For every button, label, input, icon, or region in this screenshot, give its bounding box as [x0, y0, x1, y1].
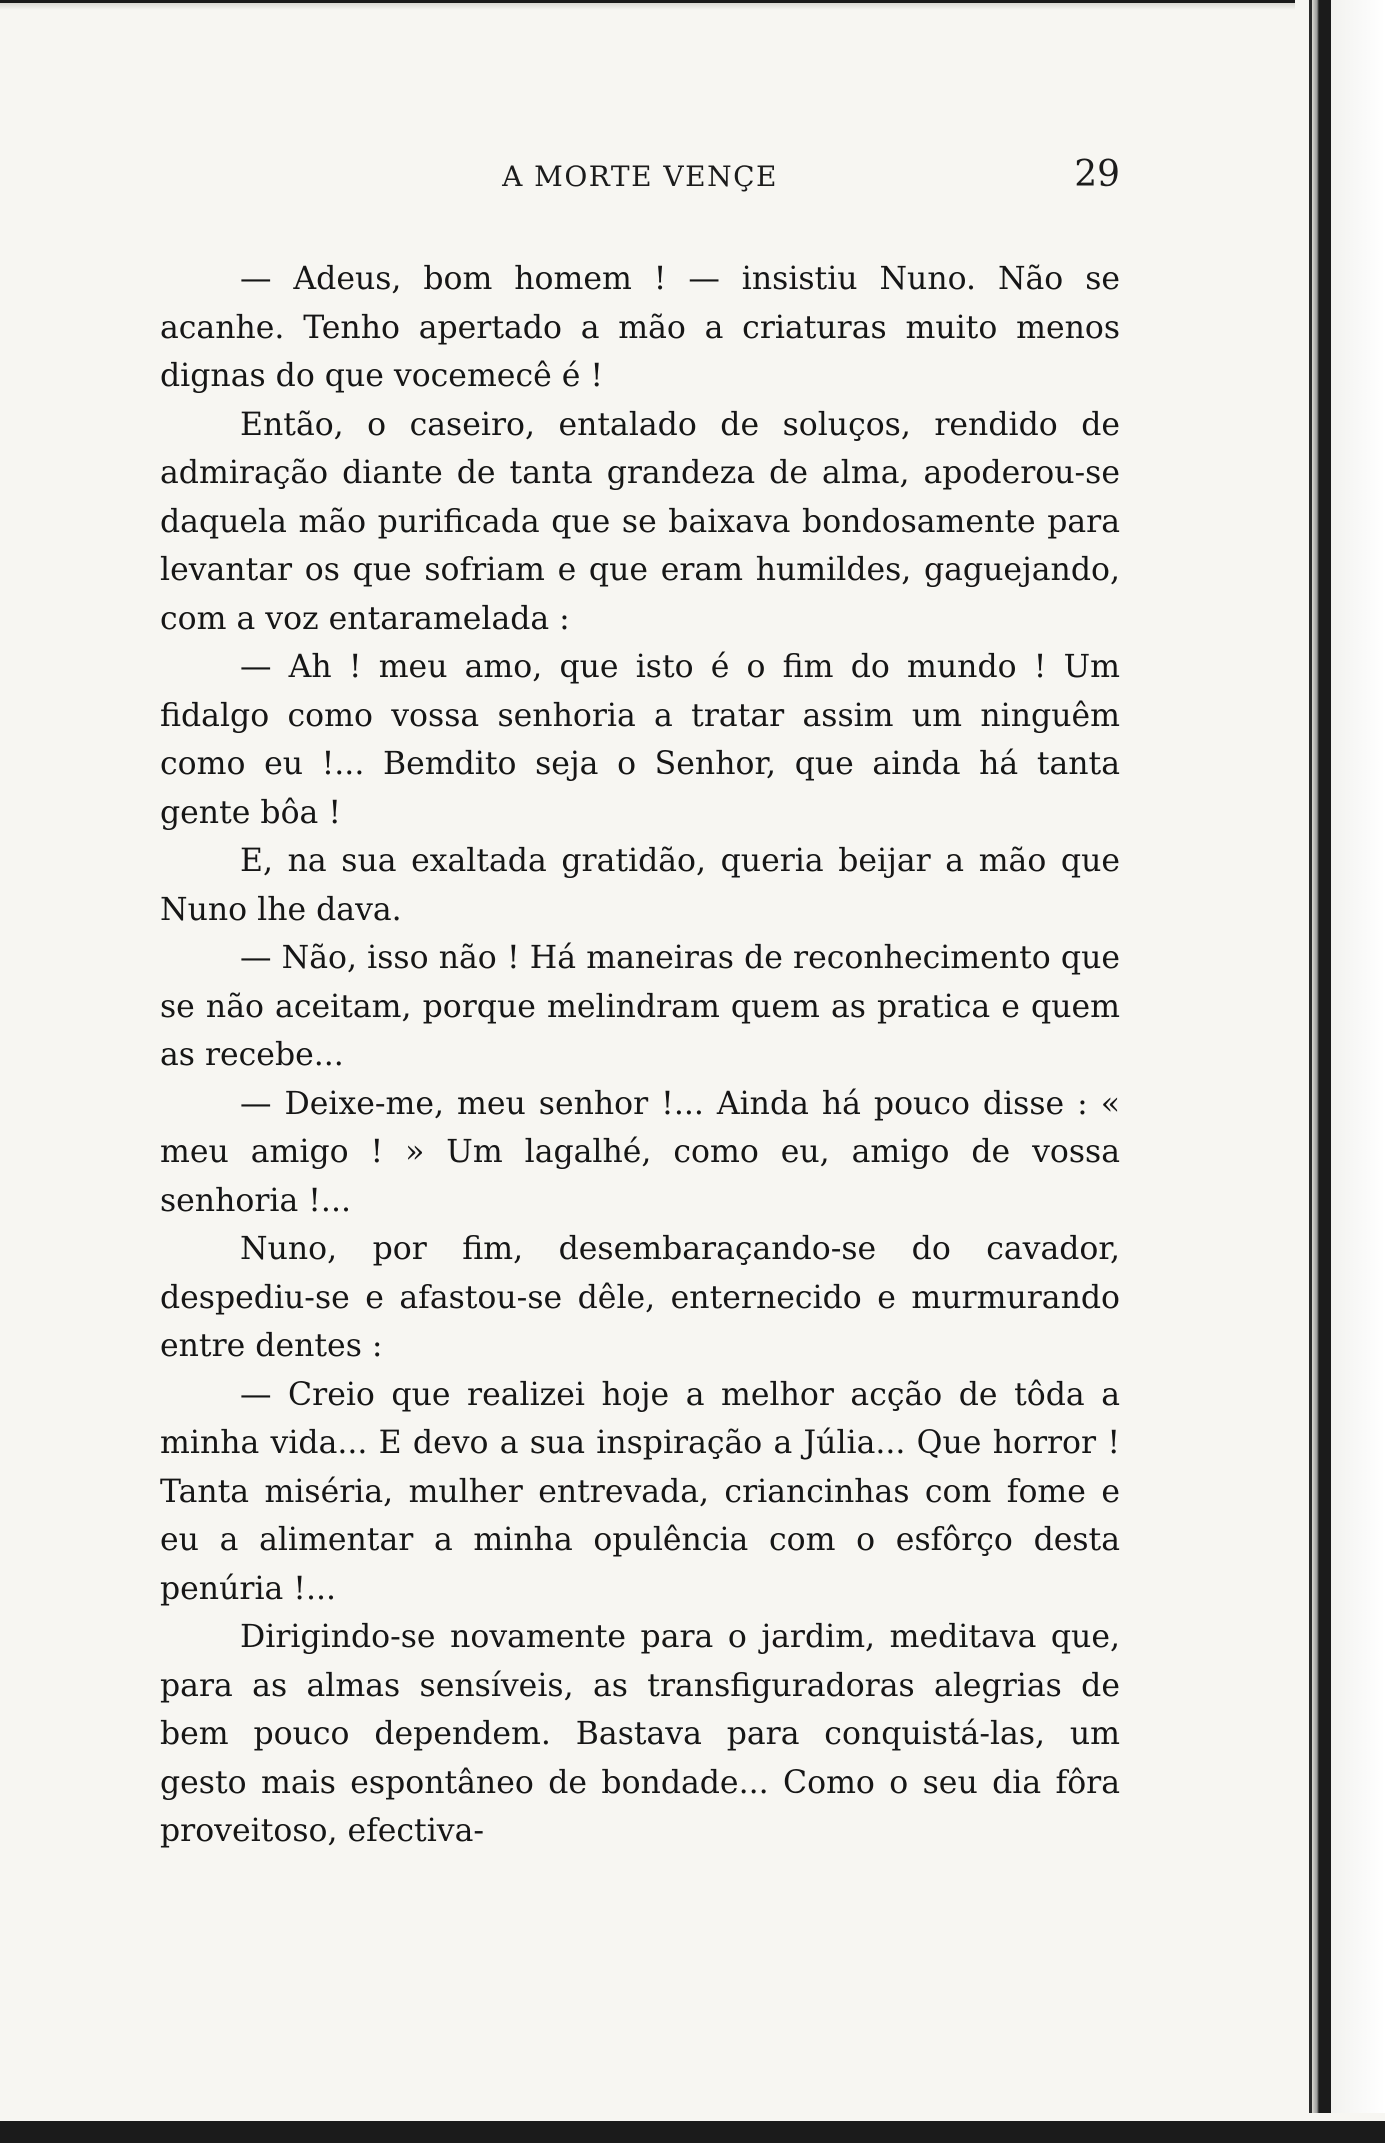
page-number: 29 — [1074, 154, 1120, 195]
page-header — [160, 154, 1120, 210]
running-title: A MORTE VENÇE — [502, 160, 778, 193]
scan-edge-bottom — [0, 2113, 1385, 2143]
paragraph: — Não, isso não ! Há maneiras de reconhecimento que se não aceitam, porque melindram quem as pratica e quem as recebe... — [160, 940, 1120, 1073]
paragraph: — Adeus, bom homem ! — insistiu Nuno. Não se acanhe. Tenho apertado a mão a criaturas muito menos dignas do que vocemecê é ! — [160, 261, 1120, 394]
paragraph: Dirigindo-se novamente para o jardim, meditava que, para as almas sensíveis, as transfiguradoras alegrias de bem pouco dependem. Bastava para conquistá-las, um gesto mais espontâneo de bondade... Como o seu dia fôra proveitoso, efectiva- — [160, 1619, 1120, 1849]
paragraph: — Creio que realizei hoje a melhor acção de tôda a minha vida... E devo a sua inspiração a Júlia... Que horror ! Tanta miséria, mulher entrevada, criancinhas com fome e eu a alimentar a minha opulência com o esfôrço desta penúria !... — [160, 1376, 1120, 1607]
scan-edge-top — [0, 0, 1385, 10]
paragraph: E, na sua exaltada gratidão, queria beijar a mão que Nuno lhe dava. — [160, 843, 1120, 928]
paragraph: — Ah ! meu amo, que isto é o fim do mundo ! Um fidalgo como vossa senhoria a tratar assim um ninguêm como eu !... Bemdito seja o Senhor, que ainda há tanta gente bôa ! — [160, 649, 1120, 831]
paragraph: Então, o caseiro, entalado de soluços, rendido de admiração diante de tanta grandeza de alma, apoderou-se daquela mão purificada que se baixava bondosamente para levantar os que sofriam e que eram humildes, gaguejando, com a voz entaramelada : — [160, 406, 1120, 637]
paragraph: Nuno, por fim, desembaraçando-se do cavador, despediu-se e afastou-se dêle, enternecido e murmurando entre dentes : — [160, 1231, 1120, 1364]
body-text — [160, 255, 1120, 1856]
paragraph: — Deixe-me, meu senhor !... Ainda há pouco disse : « meu amigo ! » Um lagalhé, como eu, amigo de vossa senhoria !... — [160, 1085, 1120, 1219]
scan-edge-right — [1295, 0, 1385, 2143]
